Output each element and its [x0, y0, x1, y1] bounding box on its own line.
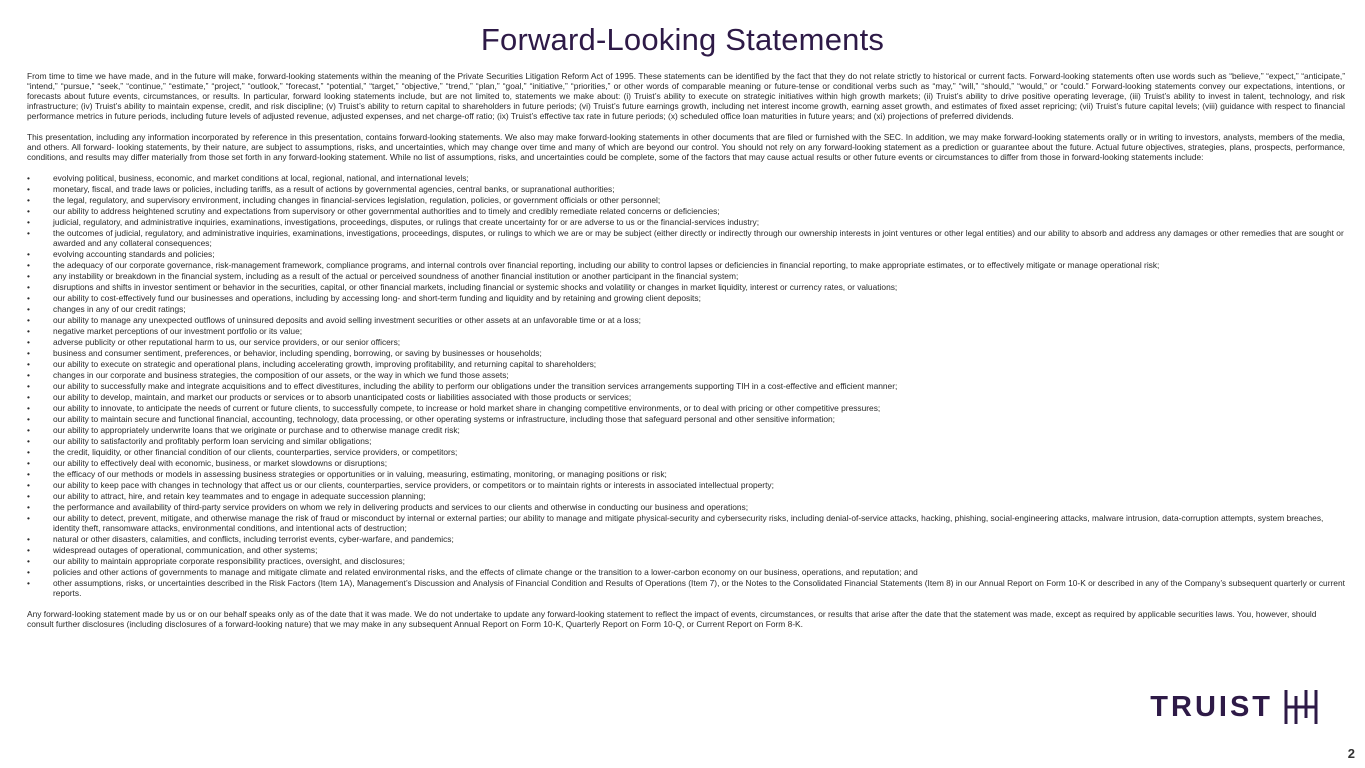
- list-item: • other assumptions, risks, or uncertainties described in the Risk Factors (Item 1A), Management’s Discussion and Analysis of Financial Condition and Results of Operations (Item 7), or the Notes to the Consolidated Financial Statements (Item 8) in our Annual Report on Form 10-K or described in any of the Company’s subsequent quarterly or current reports.: [27, 578, 1345, 598]
- truist-hh-logo-icon: [1283, 688, 1319, 726]
- list-item: • our ability to attract, hire, and retain key teammates and to engage in adequate succession planning;: [27, 491, 1345, 501]
- list-item: • our ability to manage any unexpected outflows of uninsured deposits and avoid selling investment securities or other assets at an unfavorable time or at a loss;: [27, 315, 1345, 325]
- list-item: • our ability to innovate, to anticipate the needs of current or future clients, to successfully compete, to increase or hold market share in changing competitive environments, or to deal with pricing or other competitive pressures;: [27, 403, 1345, 413]
- list-item: • the efficacy of our methods or models in assessing business strategies or opportunities or in valuing, measuring, estimating, monitoring, or managing positions or risk;: [27, 469, 1345, 479]
- list-item: • evolving political, business, economic, and market conditions at local, regional, national, and international levels;: [27, 173, 1345, 183]
- list-item: • changes in any of our credit ratings;: [27, 304, 1345, 314]
- list-item: • our ability to maintain appropriate corporate responsibility practices, oversight, and disclosures;: [27, 556, 1345, 566]
- list-item: • any instability or breakdown in the financial system, including as a result of the actual or perceived soundness of another financial institution or another participant in the financial system;: [27, 271, 1345, 281]
- list-item: • our ability to cost-effectively fund our businesses and operations, including by accessing long- and short-term funding and liquidity and by retaining and growing client deposits;: [27, 293, 1345, 303]
- closing-paragraph: Any forward-looking statement made by us or on our behalf speaks only as of the date that it was made. We do not undertake to update any forward-looking statement to reflect the impact of events, circumstances, or results that arise after the date that the statement was made, except as required by applicable securities laws. You, however, should consult further disclosures (including disclosures of a forward-looking nature) that we may make in any subsequent Annual Report on Form 10-K, Quarterly Report on Form 10-Q, or Current Report on Form 8-K.: [27, 609, 1317, 629]
- list-item: • judicial, regulatory, and administrative inquiries, examinations, investigations, proceedings, disputes, or rulings that create uncertainty for or are adverse to us or the financial-services industry;: [27, 217, 1345, 227]
- risk-factor-list: [27, 173, 1345, 598]
- list-item: • our ability to maintain secure and functional financial, accounting, technology, data processing, or other operating systems or infrastructure, including those that safeguard personal and other sensitive information;: [27, 414, 1345, 424]
- list-item: • adverse publicity or other reputational harm to us, our service providers, or our senior officers;: [27, 337, 1345, 347]
- list-item: • the legal, regulatory, and supervisory environment, including changes in financial-services legislation, regulation, policies, or government officials or other personnel;: [27, 195, 1345, 205]
- list-item: • our ability to address heightened scrutiny and expectations from supervisory or other governmental authorities and to timely and credibly remediate related concerns or deficiencies;: [27, 206, 1345, 216]
- disclosure-body: [27, 71, 1345, 640]
- list-item: • our ability to successfully make and integrate acquisitions and to effect divestitures, including the ability to perform our obligations under the transition services arrangements supporting TIH in a cost-effective and efficient manner;: [27, 381, 1345, 391]
- list-item: • evolving accounting standards and policies;: [27, 249, 1345, 259]
- list-item: • natural or other disasters, calamities, and conflicts, including terrorist events, cyber-warfare, and pandemics;: [27, 534, 1345, 544]
- list-item: • our ability to satisfactorily and profitably perform loan servicing and similar obligations;: [27, 436, 1345, 446]
- list-item: • our ability to appropriately underwrite loans that we originate or purchase and to otherwise manage credit risk;: [27, 425, 1345, 435]
- page-number: 2: [1347, 746, 1355, 761]
- list-item: • the performance and availability of third-party service providers on whom we rely in delivering products and services to our clients and otherwise in conducting our business and operations;: [27, 502, 1345, 512]
- list-item: • our ability to develop, maintain, and market our products or services or to absorb unanticipated costs or liabilities associated with those products or services;: [27, 392, 1345, 402]
- list-item: • changes in our corporate and business strategies, the composition of our assets, or the way in which we fund those assets;: [27, 370, 1345, 380]
- list-item: • our ability to keep pace with changes in technology that affect us or our clients, counterparties, service providers, or competitors or to maintain rights or interests in associated intellectual property;: [27, 480, 1345, 490]
- presentation-paragraph: This presentation, including any information incorporated by reference in this presentation, contains forward-looking statements. We also may make forward-looking statements in other documents that are filed or furnished with the SEC. In addition, we may make forward-looking statements orally or in writing to investors, analysts, members of the media, and others. All forward- looking statements, by their nature, are subject to assumptions, risks, and uncertainties, which may change over time and many of which are beyond our control. You should not rely on any forward-looking statement as a prediction or guarantee about the future. Actual future objectives, strategies, plans, prospects, performance, conditions, and results may differ materially from those set forth in any forward-looking statement. While no list of assumptions, risks, and uncertainties could be complete, some of the factors that may cause actual results or other future events or circumstances to differ from those in forward-looking statements include:: [27, 132, 1345, 162]
- list-item: • policies and other actions of governments to manage and mitigate climate and related environmental risks, and the effects of climate change or the transition to a lower-carbon economy on our business, operations, and reputation; and: [27, 567, 1345, 577]
- list-item: • our ability to execute on strategic and operational plans, including accelerating growth, improving profitability, and returning capital to shareholders;: [27, 359, 1345, 369]
- list-item: • business and consumer sentiment, preferences, or behavior, including spending, borrowing, or saving by businesses or households;: [27, 348, 1345, 358]
- list-item: • the credit, liquidity, or other financial condition of our clients, counterparties, service providers, or competitors;: [27, 447, 1345, 457]
- list-item: • our ability to detect, prevent, mitigate, and otherwise manage the risk of fraud or misconduct by internal or external parties; our ability to manage and mitigate physical-security and cybersecurity risks, including denial-of-service attacks, hacking, phishing, social-engineering attacks, malware intrusion, data-corruption attempts, system breaches, identity theft, ransomware attacks, environmental conditions, and intentional acts of destruction;: [27, 513, 1345, 533]
- logo-wordmark: TRUIST: [1150, 690, 1273, 723]
- list-item: • disruptions and shifts in investor sentiment or behavior in the securities, capital, or other financial markets, including financial or systemic shocks and volatility or changes in market liquidity, interest or currency rates, or valuations;: [27, 282, 1345, 292]
- list-item: • negative market perceptions of our investment portfolio or its value;: [27, 326, 1345, 336]
- list-item: • our ability to effectively deal with economic, business, or market slowdowns or disruptions;: [27, 458, 1345, 468]
- list-item: • the adequacy of our corporate governance, risk-management framework, compliance programs, and internal controls over financial reporting, including our ability to control lapses or deficiencies in financial reporting, to make appropriate estimates, or to effectively mitigate or manage operational risk;: [27, 260, 1345, 270]
- truist-logo: [1150, 688, 1319, 726]
- slide-title: Forward-Looking Statements: [480, 22, 885, 57]
- list-item: • monetary, fiscal, and trade laws or policies, including tariffs, as a result of actions by governmental agencies, central banks, or supranational authorities;: [27, 184, 1345, 194]
- intro-paragraph: From time to time we have made, and in the future will make, forward-looking statements within the meaning of the Private Securities Litigation Reform Act of 1995. These statements can be identified by the fact that they do not relate strictly to historical or current facts. Forward-looking statements often use words such as “believe,” “expect,” “anticipate,” “intend,” “pursue,” “seek,” “continue,” “estimate,” “project,” “outlook,” “forecast,” “potential,” “target,” “objective,” “trend,” “plan,” “goal,” “initiative,” “priorities,” or other words of comparable meaning or future-tense or conditional verbs such as “may,” “will,” “should,” “would,” or “could.” Forward-looking statements convey our expectations, intentions, or forecasts about future events, circumstances, or results. In particular, forward looking statements include, but are not limited to, statements we make about: (i) Truist’s ability to execute on strategic initiatives within high growth markets; (ii) Truist’s ability to drive positive operating leverage, (iii) Truist’s ability to invest in talent, technology, and risk infrastructure; (iv) Truist’s ability to maintain expense, credit, and risk discipline; (v) Truist’s ability to return capital to shareholders in future periods; (vi) Truist’s future earnings growth, including net interest income growth, earning asset growth, and estimates of fixed asset repricing; (vii) Truist’s future capital levels; (viii) guidance with respect to financial performance metrics in future periods, including future levels of adjusted revenue, adjusted expenses, and net charge-off ratio; (ix) Truist’s effective tax rate in future periods; (x) scheduled office loan maturities in future years; and (xi) projections of preferred dividends.: [27, 71, 1345, 121]
- list-item: • the outcomes of judicial, regulatory, and administrative inquiries, examinations, investigations, proceedings, disputes, or rulings to which we are or may be subject (either directly or indirectly through our ownership interests in joint ventures or other legal entities) and our ability to absorb and address any damages or other remedies that are sought or awarded and any collateral consequences;: [27, 228, 1345, 248]
- list-item: • widespread outages of operational, communication, and other systems;: [27, 545, 1345, 555]
